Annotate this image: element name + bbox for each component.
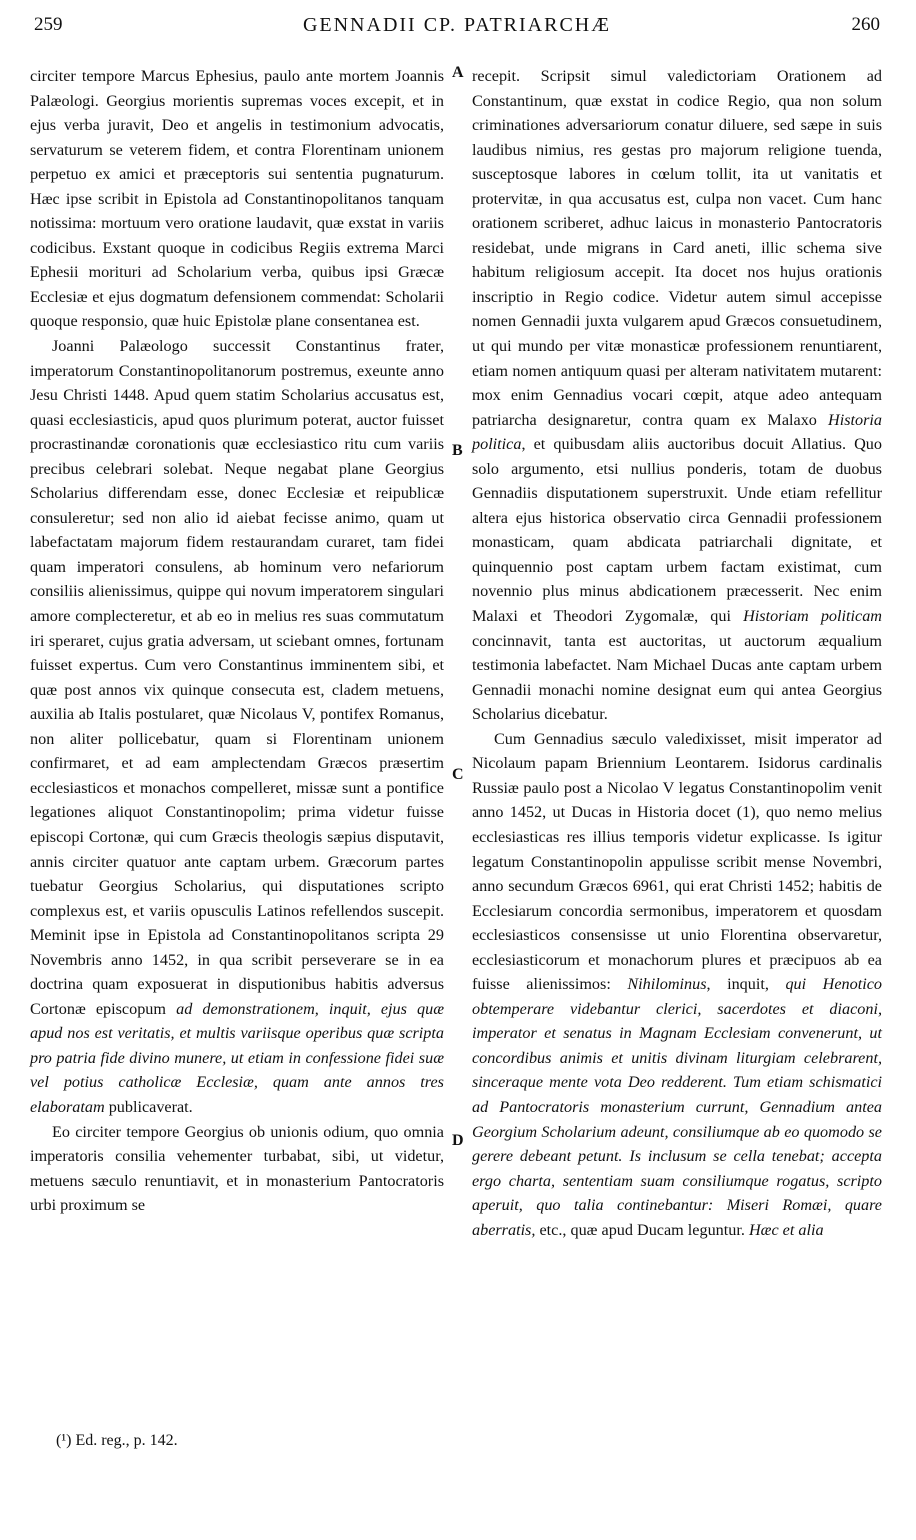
right-p1-italic-2: Historiam politicam: [743, 607, 882, 626]
right-p1-text-c: concinnavit, tanta est auctoritas, ut auctorum æqualium testimonia labefactet. Nam Michael Ducas ante captam urbem Gennadii monachi nomine designat eum qui antea Georgius Scholarius dicebatur.: [472, 631, 882, 724]
left-p2-text: Joanni Palæologo successit Constantinus frater, imperatorum Constantinopolitanorum postremus, exeunte anno Jesu Christi 1448. Apud quem statim Scholarius accusatus est, quasi ecclesiasticis, apud quos plurimum poterat, auctor fuisset procrastinandæ coronationis quæ ecclesiastico ritu cum variis precibus celebrari solebat. Neque negabat plane Georgius Scholarius differendam esse, donec Ecclesiæ et reipublicæ consuleretur; sed non alio id aiebat fecisse animo, quam ut labefactatam majorum fidem restaurandam curaret, tam fidei quam imperatori consulens, ab hominum vero nefariorum consiliis alienissimus, quippe qui novum imperatorem singulari amore complecteretur, et ab eo in melius res suas commutatum iri speraret, cujus gratia adversam, ut sciebant omnes, fortunam fuisset expertus. Cum vero Constantinus imminentem sibi, et quæ post annos vix quinque consecuta est, cladem metuens, auxilia ab Italis postularet, quæ Nicolaus V, pontifex Romanus, non aliter pollicebatur, quam si Florentinam unionem confirmaret, et ad eam amplectendam Græcos præsertim ecclesiasticos et monachos compelleret, missæ sunt a pontifice legationes aliquot Constantinopolim; prima videtur fuisse episcopi Cortonæ, qui cum Græcis theologis sæpius disputavit, annis circiter quatuor ante captam urbem. Græcorum partes tuebatur Georgius Scholarius, qui disputationes scripto complexus est, et variis opusculis Latinos refellendos suscepit. Meminit ipse in Epistola ad Constantinopolitanos scripta 29 Novembris anno 1452, in qua scribit perseverare se in ea doctrina quam exposuerat in disputionibus habitis adversus Cortonæ episcopum: [30, 337, 444, 1018]
right-p2-text-b: , inquit,: [706, 975, 769, 994]
left-p2-end: publicaverat.: [108, 1097, 193, 1116]
right-p1-italic-1: Historia politica: [472, 410, 883, 454]
right-p2-text-c: etc., quæ apud Ducam leguntur.: [539, 1220, 745, 1239]
left-paragraph-2: [30, 334, 444, 1120]
page-number-left: 259: [34, 14, 63, 35]
page-number-right: 260: [851, 14, 880, 35]
margin-letter-c: C: [452, 766, 464, 783]
right-p1-text-b: , et quibusdam aliis auctoribus docuit Allatius. Quo solo argumento, etsi nullius ponderis, totam de duobus Gennadiis disputationem superstruxit. Unde etiam refellitur altera ejus historica observatio circa Gennadii professionem monasticam, quam abdicata patriarchali dignitate, et quinquennio post captam urbem factam existimat, cum novennio plus minus abdicationem præcesserit. Nec enim Malaxi et Theodori Zygomalæ, qui: [472, 435, 882, 626]
left-paragraph-3: Eo circiter tempore Georgius ob unionis odium, quo omnia imperatoris consilia vehementer turbabat, sibi, ut videtur, metuens sæculo renuntiavit, et in monasterium Pantocratoris urbi proximum se: [30, 1122, 444, 1215]
footnote: (¹) Ed. reg., p. 142.: [56, 1432, 178, 1449]
margin-letter-d: D: [452, 1132, 464, 1149]
left-column: [30, 64, 444, 1218]
right-p2-italic-1: Nihilominus: [627, 975, 707, 994]
margin-letter-b: B: [452, 442, 463, 459]
page-header: [34, 8, 880, 40]
right-p2-italic-2: qui Henotico obtemperare videbantur clerici, sacerdotes et diaconi, imperator et senatus in Magnam Ecclesiam convenerunt, ut concordibus animis et unitis divinam liturgiam celebrarent, sinceraque mente vota Deo redderent. Tum etiam schismatici ad Pantocratoris monasterium currunt, Gennadium antea Georgium Scholarium adeunt, consiliumque ab eo quomodo se gerere debeant petunt. Is inclusum se cella tenebat; accepta ergo charta, sententiam suam consiliumque rogatus, scripto aperuit, quo talia continebantur: Miseri Romæi, quare aberratis,: [472, 975, 882, 1239]
running-title: GENNADII CP. PATRIARCHÆ: [302, 14, 612, 36]
left-p2-quote: ad demonstrationem, inquit, ejus quæ apud nos est veritatis, et multis variisque operibus quæ scripta pro patria fide divino munere, ut etiam in confessione fidei suæ vel potius catholicæ Ecclesiæ, quam ante annos tres elaboratam: [30, 999, 444, 1116]
right-paragraph-1: [472, 64, 882, 727]
left-paragraph-1: circiter tempore Marcus Ephesius, paulo ante mortem Joannis Palæologi. Georgius morientis supremas voces excepit, et in ejus verba juravit, Deo et angelis in testimonium advocatis, servaturum se veterem fidem, et contra Florentinam unionem perpetuo ex amici et præceptoris sui sententia pugnaturum. Hæc ipse scribit in Epistola ad Constantinopolitanos tanquam notissima: mortuum vero oratione laudavit, quæ exstat in variis codicibus. Exstant quoque in codicibus Regiis extrema Marci Ephesii morituri ad Scholarium verba, quibus ipsi Græcæ Ecclesiæ et ejus dogmatum defensionem commendat: Scholarii quoque responsio, quæ huic Epistolæ plane consentanea est.: [30, 67, 444, 331]
right-p2-italic-3: Hæc et alia: [748, 1220, 824, 1239]
right-p1-text-a: recepit. Scripsit simul valedictoriam Orationem ad Constantinum, quæ exstat in codice Regio, qua non solum criminationes adversariorum conatur diluere, sed sæpe in suis laudibus nimius, res gestas pro majorum religione tuenda, susceptosque labores in cœlum tollit, ita ut vanitatis et protervitæ, in qua accusatus est, culpa non vacet. Cum hanc orationem scriberet, adhuc laicus in monasterio Pantocratoris residebat, unde migrans in Card aneti, illic schema sive habitum religiosum accepit. Ita docet nos hujus orationis inscriptio in Regio codice. Videtur autem simul accepisse nomen Gennadii juxta vulgarem apud Græcos consuetudinem, ut qui mundo per vitæ monasticæ professionem renuntiarent, etiam nomen antiquum quasi per alteram nativitatem mutarent: mox enim Gennadius vocari cœpit, atque adeo antequam patriarcha designaretur, contra quam ex Malaxo: [472, 67, 882, 429]
right-column: [472, 64, 882, 1242]
right-paragraph-2: [472, 727, 882, 1242]
right-p2-text-a: Cum Gennadius sæculo valedixisset, misit imperator ad Nicolaum papam Briennium Leontarem. Isidorus cardinalis Russiæ paulo post a Nicolao V legatus Constantinopolim venit anno 1452, ut Ducas in Historia docet (1), quo nemo melius ecclesiasticas res illius temporis videtur explicasse. Is igitur legatum Constantinopolin appulisse scribit mense Novembri, anno secundum Græcos 6961, qui erat Christi 1452; habitis de Ecclesiarum concordia sermonibus, imperatorem et quosdam ecclesiasticos consensisse ut unio Florentina observaretur, ecclesiasticorum et monachorum plures et præcipuos ab ea fuisse alienissimos:: [472, 729, 882, 994]
margin-letter-a: A: [452, 64, 464, 81]
